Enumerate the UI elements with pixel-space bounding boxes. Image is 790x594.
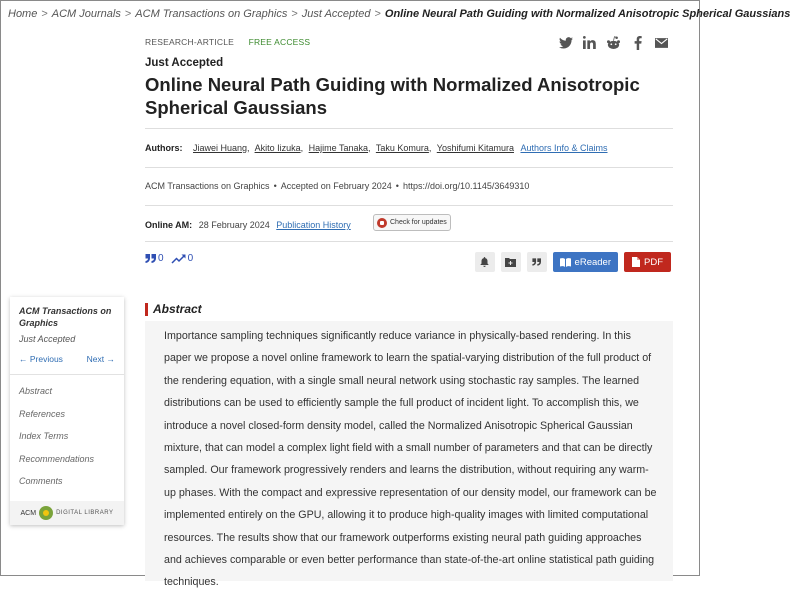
ereader-button[interactable]: eReader — [553, 252, 618, 272]
breadcrumb-tog[interactable]: ACM Transactions on Graphics — [135, 8, 288, 20]
citation-journal: ACM Transactions on Graphics — [145, 181, 270, 191]
author-link[interactable]: Taku Komura — [375, 143, 429, 153]
crossmark-icon — [377, 218, 387, 228]
trend-icon — [172, 254, 186, 264]
twitter-icon[interactable] — [558, 35, 573, 50]
divider — [145, 128, 673, 129]
authors-label: Authors: — [145, 143, 183, 153]
pdf-button[interactable]: PDF — [624, 252, 671, 272]
citation-doi[interactable]: https://doi.org/10.1145/3649310 — [402, 181, 530, 191]
alert-button[interactable] — [475, 252, 495, 272]
author-link[interactable]: Yoshifumi Kitamura — [436, 143, 514, 153]
email-icon[interactable] — [654, 35, 669, 50]
linkedin-icon[interactable] — [582, 35, 597, 50]
breadcrumb-acm-journals[interactable]: ACM Journals — [51, 8, 121, 20]
citation-separator: • — [395, 181, 399, 191]
authors-row: Authors: Jiawei Huang, Akito Iizuka, Hajime Tanaka, Taku Komura, Yoshifumi Kitamura Authors Info & Claims — [145, 143, 608, 153]
sidebar-item-comments[interactable]: Comments — [19, 476, 63, 486]
sidebar-item-abstract[interactable]: Abstract — [19, 386, 53, 396]
just-accepted-label: Just Accepted — [145, 57, 224, 69]
abstract-title: Abstract — [153, 302, 202, 316]
abstract-section — [145, 321, 673, 589]
digital-library-text: DIGITAL LIBRARY — [56, 509, 114, 516]
author-link[interactable]: Akito Iizuka — [254, 143, 301, 153]
sidebar-menu — [19, 386, 94, 499]
breadcrumb-separator: > — [291, 8, 298, 20]
abstract-text: Importance sampling techniques significantly reduce variance in physically-based rendering. In this paper we propose a novel online framework to learn the spatial-varying distribution of the full product of the rendering equation, with a single small neural network using stochastic ray samples. The learned distributions can be used to efficiently sample the full product of incident light. To accomplish this, we introduce a novel closed-form density model, called the Normalized Anisotropic Spherical Gaussian mixture, that can model a complex light field with a small number of parameters and that can be directly sampled. Our framework progressively renders and learns the distribution, without requiring any warm-up phases. With the compact and expressive representation of our density model, our framework can be implemented entirely on the GPU, allowing it to produce high-quality images with limited computational resources. The results show that our framework outperforms existing neural path guiding approaches and achieves comparable or even better performance than state-of-the-art online statistical path guiding techniques. — [164, 330, 657, 589]
author-link[interactable]: Jiawei Huang — [193, 143, 248, 153]
quote-icon — [145, 254, 156, 263]
check-for-updates-label: Check for updates — [390, 219, 447, 226]
pdf-file-icon — [632, 257, 640, 267]
online-am-row — [145, 220, 351, 230]
breadcrumb-separator: > — [41, 8, 48, 20]
breadcrumb-separator: > — [374, 8, 381, 20]
citation-accepted: Accepted on February 2024 — [280, 181, 392, 191]
sidebar-item-references[interactable]: References — [19, 408, 66, 419]
divider — [145, 167, 673, 168]
online-am-date: 28 February 2024 — [198, 220, 270, 230]
quote-icon — [532, 258, 541, 266]
previous-link[interactable]: ← Previous — [19, 354, 63, 364]
citation-line — [145, 181, 529, 191]
author-link[interactable]: Hajime Tanaka — [308, 143, 369, 153]
article-type: RESEARCH-ARTICLE — [145, 37, 235, 47]
article-sidebar — [10, 297, 124, 525]
dl-logo-icon — [39, 506, 53, 520]
sidebar-item-index-terms[interactable]: Index Terms — [19, 431, 69, 441]
access-badge: FREE ACCESS — [248, 37, 311, 47]
facebook-icon[interactable] — [630, 35, 645, 50]
online-am-label: Online AM: — [145, 220, 193, 230]
breadcrumb-separator: > — [124, 8, 132, 20]
breadcrumb — [8, 8, 790, 20]
abstract-heading — [145, 302, 202, 316]
download-count[interactable]: 0 — [172, 253, 194, 264]
share-bar — [558, 35, 669, 50]
acm-logo-text: ACM — [20, 509, 37, 517]
citation-count[interactable]: 0 — [145, 253, 164, 264]
cite-button[interactable] — [527, 252, 547, 272]
article-tools — [475, 252, 671, 272]
sidebar-pagination — [19, 354, 115, 364]
add-to-binder-button[interactable] — [501, 252, 521, 272]
folder-plus-icon — [505, 258, 516, 267]
sidebar-item-recommendations[interactable]: Recommendations — [19, 453, 95, 464]
article-title: Online Neural Path Guiding with Normalized Anisotropic Spherical Gaussians — [145, 74, 640, 118]
breadcrumb-current: Online Neural Path Guiding with Normalized Anisotropic Spherical Gaussians — [384, 8, 790, 20]
reddit-icon[interactable] — [606, 35, 621, 50]
book-icon — [560, 258, 571, 267]
breadcrumb-just-accepted[interactable]: Just Accepted — [301, 8, 371, 20]
breadcrumb-home[interactable]: Home — [8, 8, 38, 20]
metrics-bar — [145, 253, 193, 264]
article-tags — [145, 37, 310, 47]
divider — [145, 241, 673, 242]
check-for-updates-button[interactable] — [373, 214, 451, 231]
next-link[interactable]: Next → — [86, 354, 115, 364]
acm-dl-logo[interactable] — [10, 501, 124, 525]
divider — [145, 205, 673, 206]
heading-accent-bar — [145, 303, 148, 316]
authors-info-link[interactable]: Authors Info & Claims — [520, 143, 608, 153]
bell-icon — [480, 257, 489, 267]
citation-separator: • — [273, 181, 277, 191]
publication-history-link[interactable]: Publication History — [276, 220, 351, 230]
sidebar-journal-title[interactable]: ACM Transactions on Graphics — [19, 306, 112, 328]
sidebar-status: Just Accepted — [19, 334, 76, 344]
sidebar-divider — [10, 374, 124, 375]
